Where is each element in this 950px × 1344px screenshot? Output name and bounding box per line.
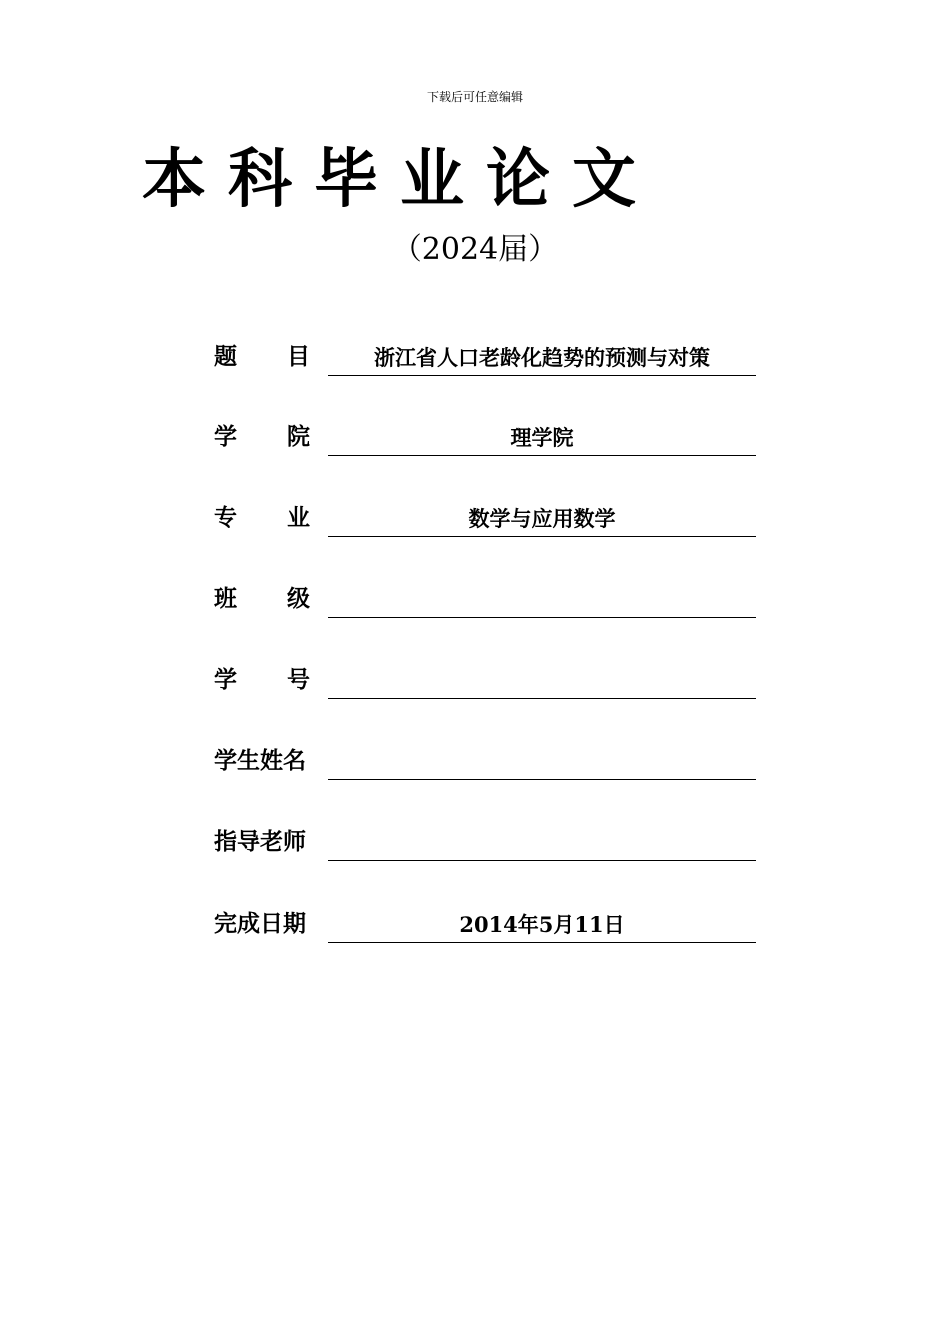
field-label-title: 题目 bbox=[214, 344, 310, 370]
info-row-student-name bbox=[214, 740, 756, 780]
field-value-class bbox=[328, 579, 756, 618]
field-value-title bbox=[328, 337, 756, 376]
field-text-college: 理学院 bbox=[510, 425, 574, 450]
info-row-major bbox=[214, 497, 756, 537]
graduation-year: （2024届） bbox=[391, 232, 559, 267]
field-value-major bbox=[328, 498, 756, 537]
field-label-student-id: 学号 bbox=[214, 667, 310, 693]
field-label-advisor: 指导老师 bbox=[214, 829, 306, 855]
info-row-title bbox=[214, 336, 756, 376]
field-text-major: 数学与应用数学 bbox=[468, 506, 616, 531]
field-value-student-id bbox=[328, 660, 756, 699]
info-row-class bbox=[214, 578, 756, 618]
field-text-completion-date: 2014年5月11日 bbox=[459, 912, 625, 937]
info-row-advisor bbox=[214, 821, 756, 861]
field-text-title: 浙江省人口老龄化趋势的预测与对策 bbox=[374, 345, 710, 370]
field-value-student-name bbox=[328, 741, 756, 780]
field-label-class: 班级 bbox=[214, 586, 310, 612]
field-value-advisor bbox=[328, 822, 756, 861]
field-label-major: 专业 bbox=[214, 505, 310, 531]
header-note: 下载后可任意编辑 bbox=[426, 90, 523, 104]
field-label-college: 学院 bbox=[214, 424, 310, 450]
field-label-completion-date: 完成日期 bbox=[214, 911, 306, 937]
main-title: 本科毕业论文 bbox=[142, 143, 658, 217]
field-label-student-name: 学生姓名 bbox=[214, 748, 306, 774]
field-value-completion-date bbox=[328, 904, 756, 943]
field-value-college bbox=[328, 417, 756, 456]
info-row-college bbox=[214, 416, 756, 456]
info-row-student-id bbox=[214, 659, 756, 699]
info-row-completion-date bbox=[214, 903, 756, 943]
